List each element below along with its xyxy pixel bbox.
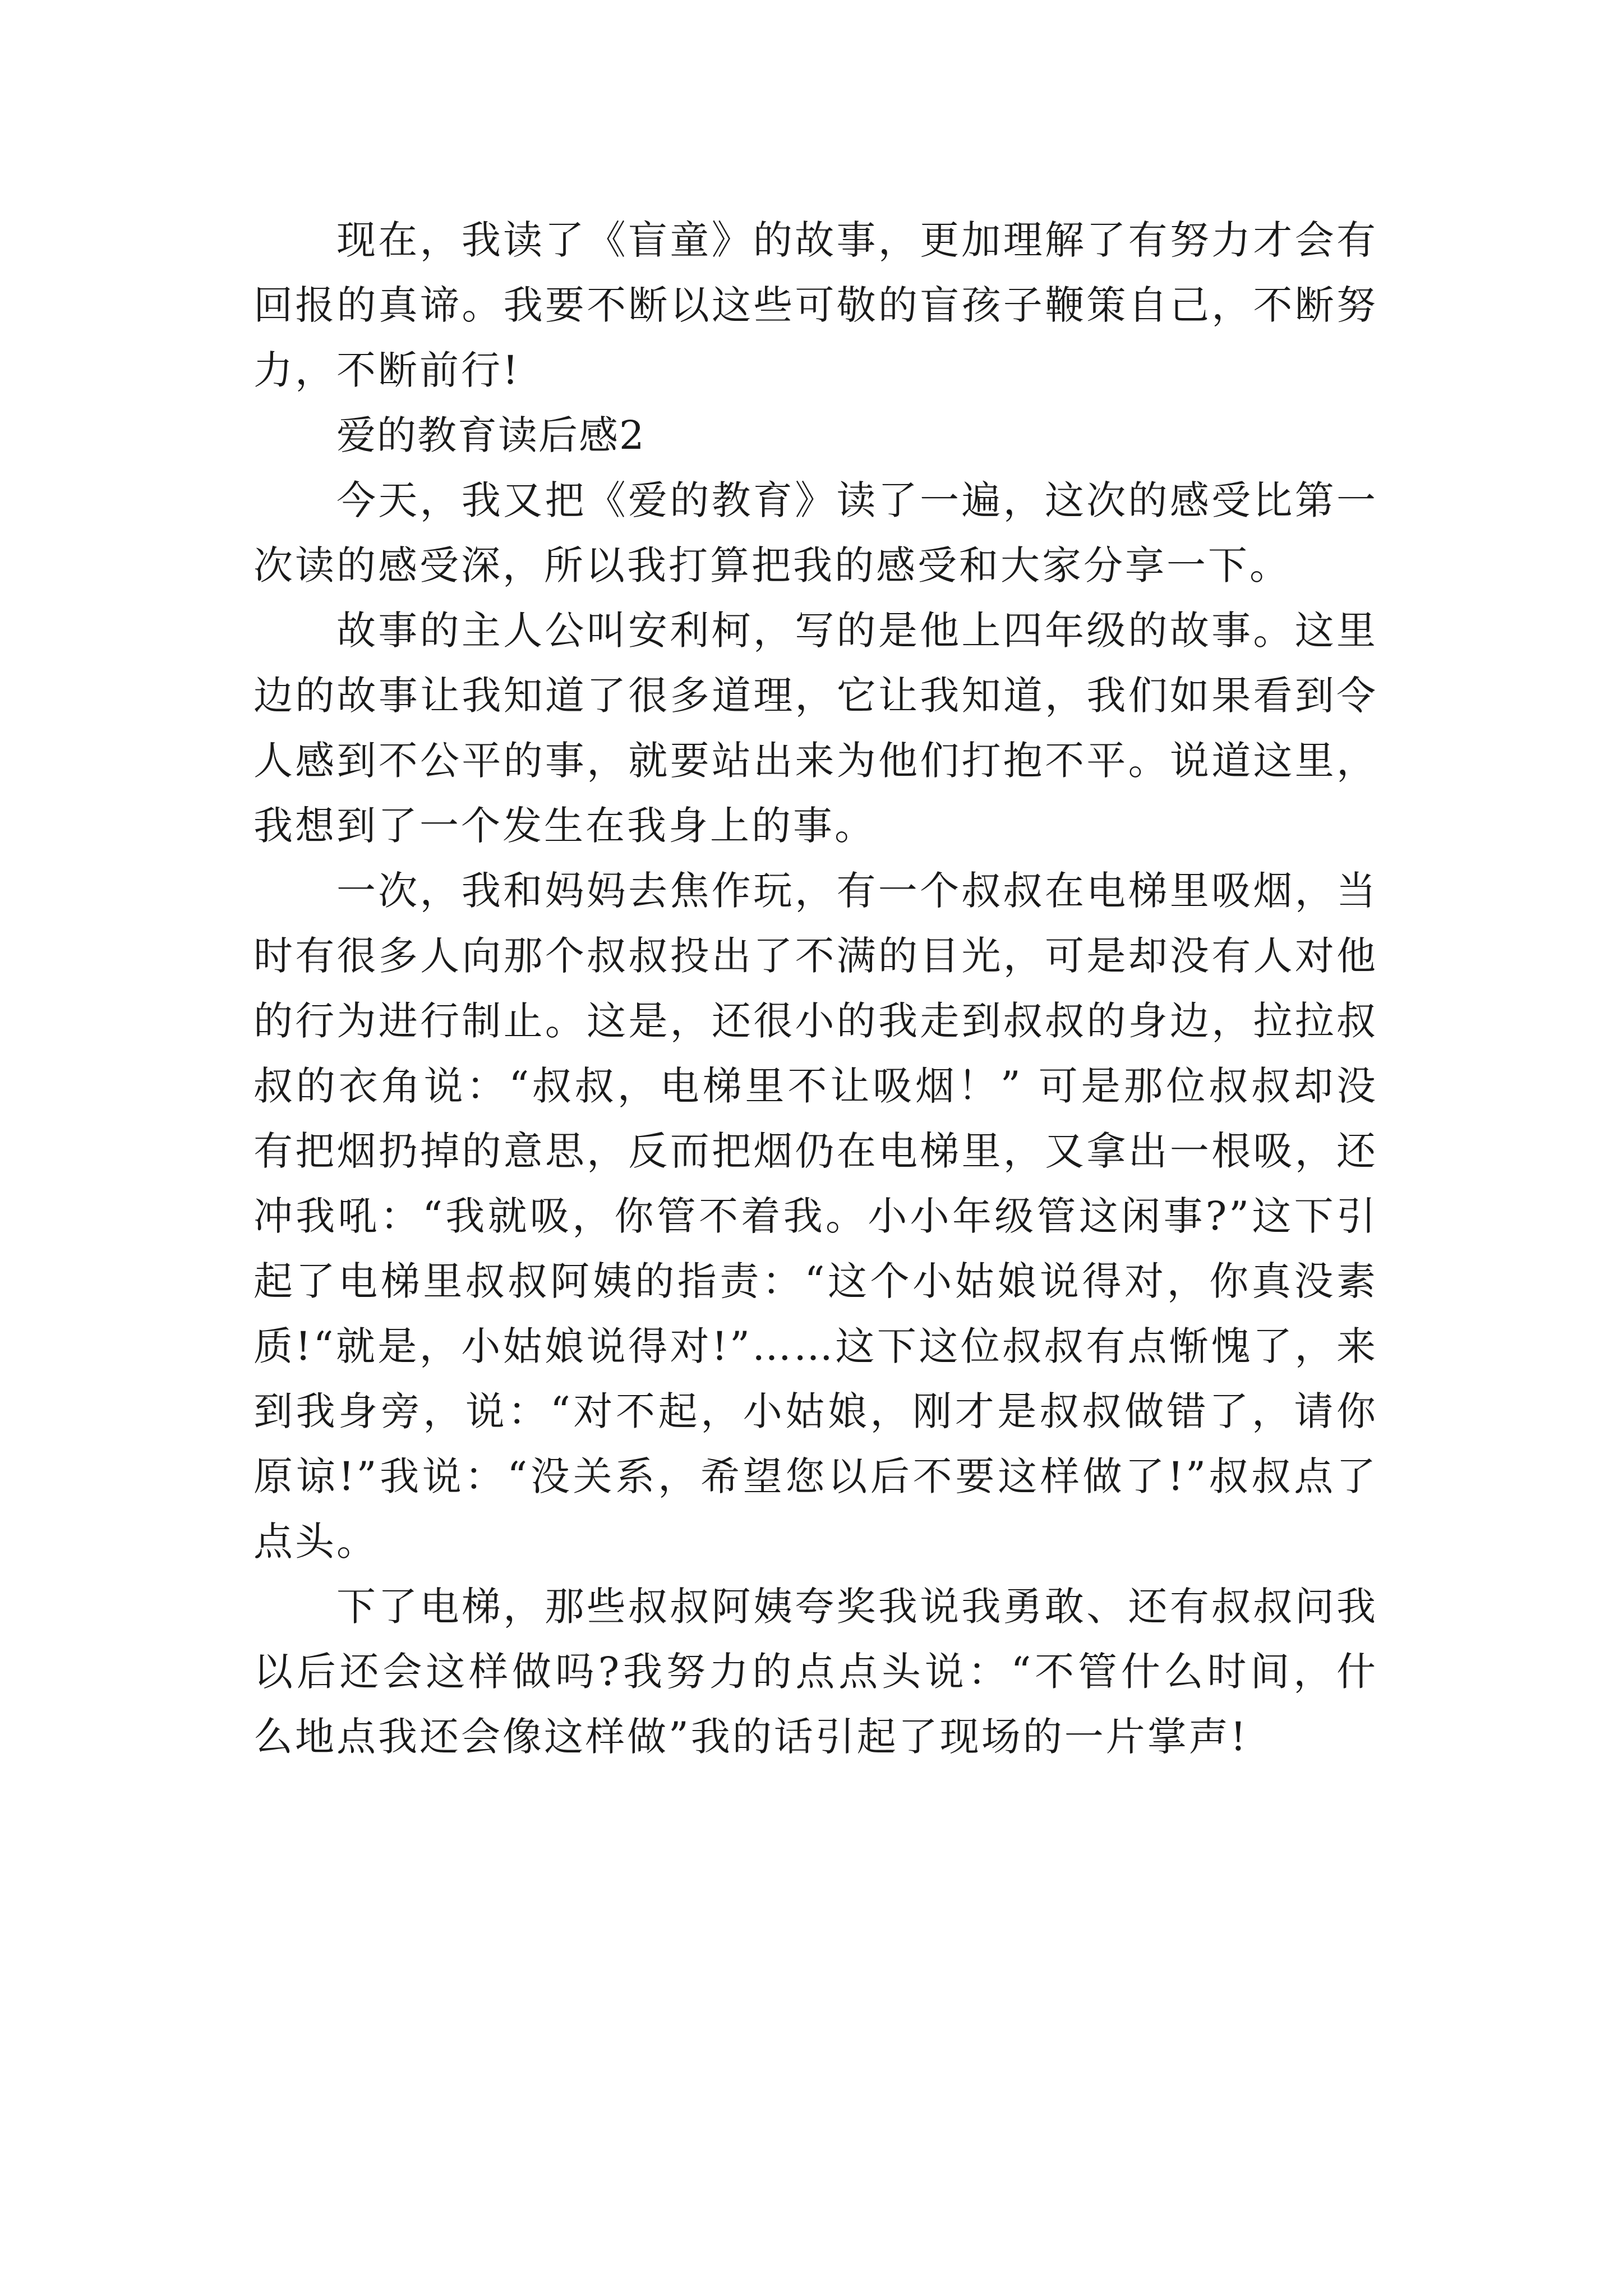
- paragraph-2: 今天，我又把《爱的教育》读了一遍，这次的感受比第一次读的感受深，所以我打算把我的感受和大家分享一下。: [253, 477, 1378, 588]
- section-heading: 爱的教育读后感2: [336, 412, 645, 458]
- paragraph-5: 下了电梯，那些叔叔阿姨夸奖我说我勇敢、还有叔叔问我以后还会这样做吗?我努力的点点头说：“不管什么时间，什么地点我还会像这样做”我的话引起了现场的一片掌声!: [253, 1584, 1378, 1760]
- paragraph-1: 现在，我读了《盲童》的故事，更加理解了有努力才会有回报的真谛。我要不断以这些可敬的盲孩子鞭策自己，不断努力，不断前行!: [253, 217, 1378, 393]
- document-body: [253, 208, 1378, 1769]
- paragraph-3: 故事的主人公叫安利柯，写的是他上四年级的故事。这里边的故事让我知道了很多道理，它让我知道，我们如果看到令人感到不公平的事，就要站出来为他们打抱不平。说道这里，我想到了一个发生在我身上的事。: [253, 608, 1378, 849]
- paragraph-4: 一次，我和妈妈去焦作玩，有一个叔叔在电梯里吸烟，当时有很多人向那个叔叔投出了不满的目光，可是却没有人对他的行为进行制止。这是，还很小的我走到叔叔的身边，拉拉叔叔的衣角说：“叔叔，电梯里不让吸烟！” 可是那位叔叔却没有把烟扔掉的意思，反而把烟仍在电梯里，又拿出一根吸，还冲我吼：“我就吸，你管不着我。小小年级管这闲事?”这下引起了电梯里叔叔阿姨的指责：“这个小姑娘说得对，你真没素质!“就是，小姑娘说得对!”……这下这位叔叔有点惭愧了，来到我身旁，说：“对不起，小姑娘，刚才是叔叔做错了，请你原谅!”我说：“没关系，希望您以后不要这样做了!”叔叔点了点头。: [253, 868, 1378, 1565]
